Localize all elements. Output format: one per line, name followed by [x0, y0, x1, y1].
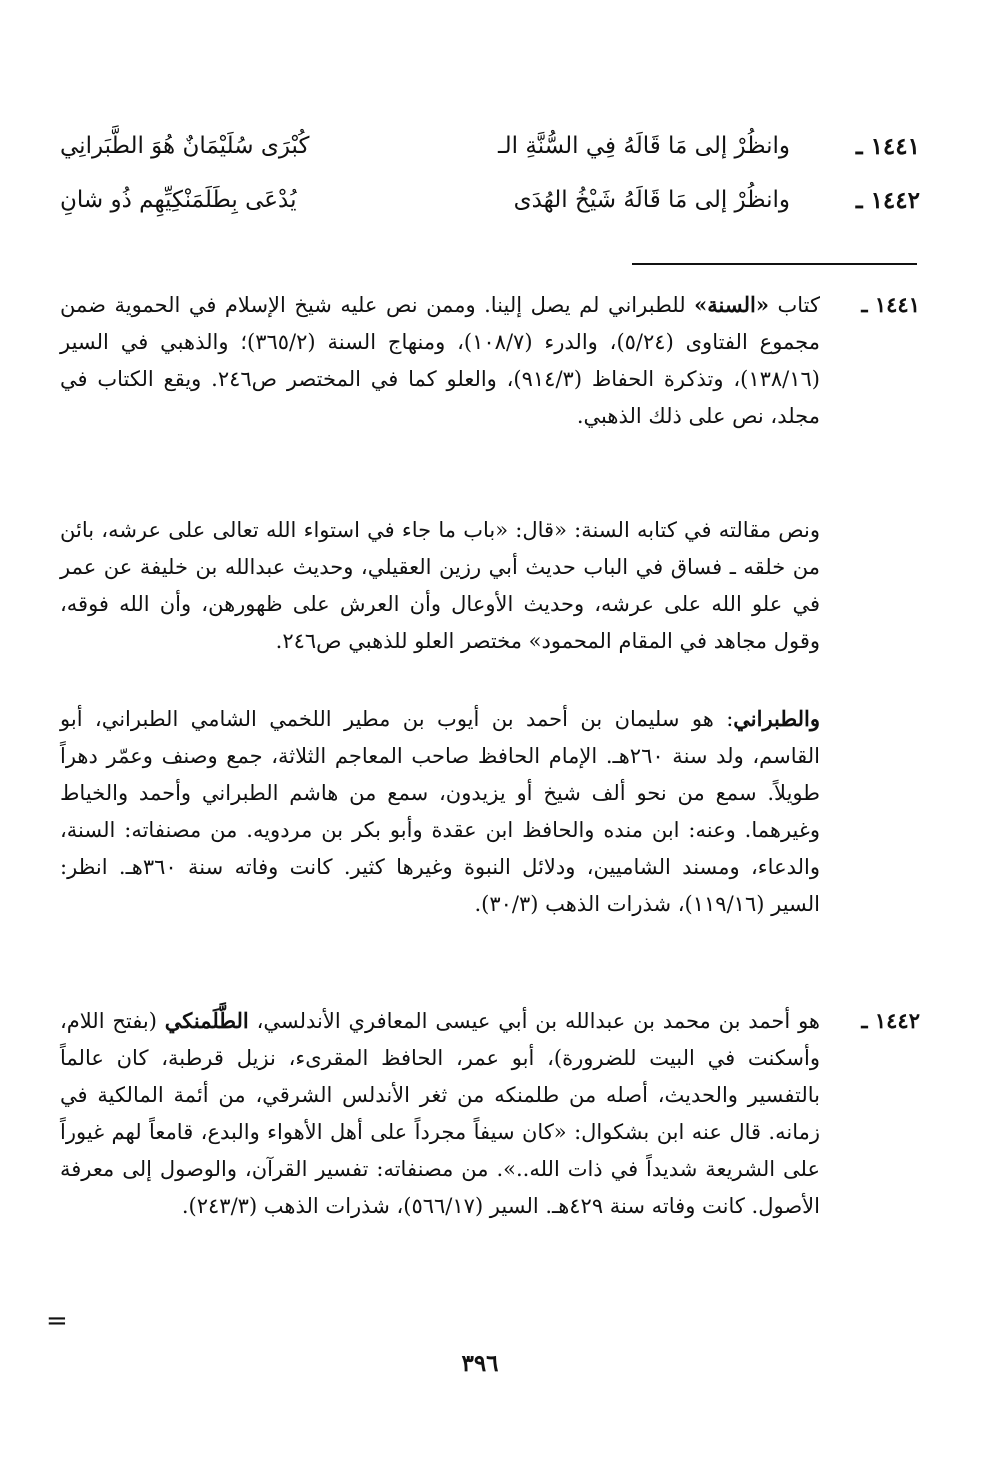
footnote-separator [632, 263, 917, 265]
verse-line-1441 [60, 133, 920, 173]
verse-line-1442 [60, 187, 920, 227]
footnote-paragraph [60, 1002, 820, 1225]
footnote-paragraph: ونص مقالته في كتابه السنة: «قال: «باب ما جاء في استواء الله تعالى على عرشه، بائن من خلقه ـ فساق في الباب حديث أبي رزين العقيلي، وحديث عبدالله بن خليفة عن عمر في علو الله على عرشه، وحديث الأوعال وأن العرش على ظهورهن، وأن الله فوقه، وقول مجاهد في المقام المحمود» مختصر العلو للذهبي ص٢٤٦. [60, 518, 820, 653]
footnote-number: ١٤٤١ ـ [861, 292, 920, 317]
footnote-1442 [60, 1002, 920, 1225]
footnote-1441 [60, 286, 920, 1000]
footnote-text: : هو سليمان بن أحمد بن أيوب بن مطير اللخمي الشامي الطبراني، أبو القاسم، ولد سنة ٢٦٠هـ. الإمام الحافظ صاحب المعاجم الثلاثة، جمع وصنف وعمّر دهراً طويلاً. سمع من نحو ألف شيخ أو يزيدون، سمع من هاشم الطبراني وأحمد والخياط وغيرهما. وعنه: ابن منده والحافظ ابن عقدة وأبو بكر بن مردويه. من مصنفاته: السنة، والدعاء، ومسند الشاميين، ودلائل النبوة وغيرها كثير. كانت وفاته سنة ٣٦٠هـ. انظر: السير (١١٩/١٦)، شذرات الذهب (٣٠/٣). [60, 707, 820, 916]
footnote-paragraph [60, 286, 820, 512]
footnote-paragraph [60, 700, 820, 1000]
page-number: ٣٩٦ [461, 1350, 499, 1377]
biography-heading: والطبراني [733, 706, 820, 731]
verse-first-hemistich: وانظُرْ إلى مَا قَالَهُ فِي السُّنَّةِ الـ [497, 133, 790, 159]
verse-second-hemistich: كُبْرَى سُلَيْمَانٌ هُوَ الطَّبَرانِي [60, 133, 310, 159]
verse-number: ١٤٤١ ـ [855, 133, 920, 160]
biography-name: الطَّلَمنكي [164, 1008, 249, 1033]
footnote-text: كتاب [768, 293, 821, 317]
continuation-mark: = [46, 1306, 68, 1336]
book-title: «السنة» [694, 292, 769, 317]
footnote-number: ١٤٤٢ ـ [861, 1008, 920, 1033]
verse-second-hemistich: يُدْعَى بِطَلَمَنْكِيِّهِم ذُو شانِ [60, 187, 297, 213]
footnote-text: للطبراني لم يصل إلينا. وممن نص عليه شيخ الإسلام في الحموية ضمن مجموع الفتاوى (٥/٢٤)، والدرء (١٠٨/٧)، ومنهاج السنة (٣٦٥/٢)؛ والذهبي في السير (١٣٨/١٦)، وتذكرة الحفاظ (٩١٤/٣)، والعلو كما في المختصر ص٢٤٦. ويقع الكتاب في مجلد، نص على ذلك الذهبي. [60, 293, 820, 428]
footnote-text: (بفتح اللام، وأسكنت في البيت للضرورة)، أبو عمر، الحافظ المقرىء، نزيل قرطبة، كان عالماً بالتفسير والحديث، أصله من طلمنكه من ثغر الأندلس الشرقي، من أئمة المالكية في زمانه. قال عنه ابن بشكوال: «كان سيفاً مجرداً على أهل الأهواء والبدع، قامعاً لهم غيوراً على الشريعة شديداً في ذات الله..». من مصنفاته: تفسير القرآن، والوصول إلى معرفة الأصول. كانت وفاته سنة ٤٢٩هـ. السير (٥٦٦/١٧)، شذرات الذهب (٢٤٣/٣). [60, 1009, 820, 1218]
footnote-text: هو أحمد بن محمد بن عبدالله بن أبي عيسى المعافري الأندلسي، [248, 1009, 821, 1033]
verse-first-hemistich: وانظُرْ إلى مَا قَالَهُ شَيْخُ الهُدَى [513, 187, 790, 213]
verse-number: ١٤٤٢ ـ [855, 187, 920, 214]
